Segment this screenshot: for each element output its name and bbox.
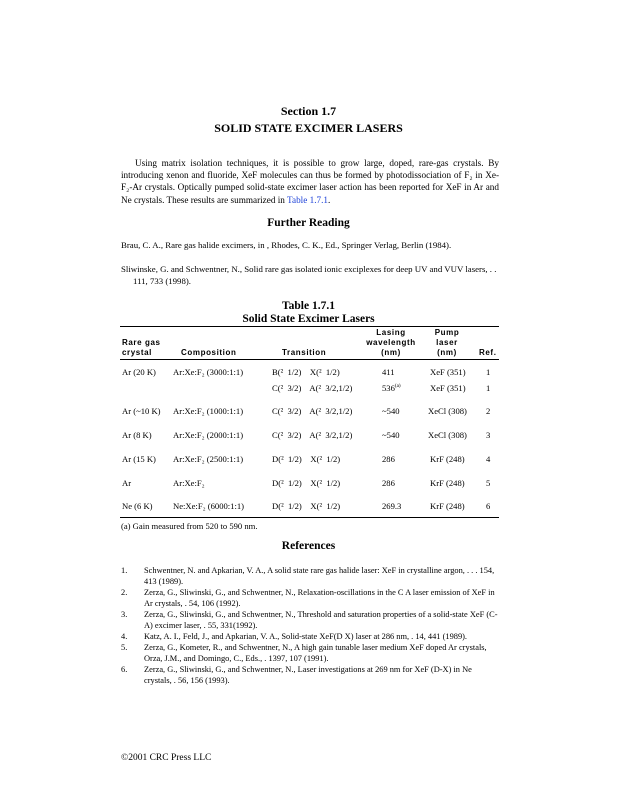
cell-crystal: Ne (6 K) [122,501,153,511]
cell-pump: XeF (351) [430,383,466,393]
cell-transition: D(² 1/2) X(² 1/2) [272,454,341,464]
cell-transition: C(² 3/2) A(² 3/2,1/2) [272,406,353,416]
table-number: Table 1.7.1 [282,300,335,312]
cell-wavelength: 536$^{(a)}$ [382,383,401,393]
cell-wavelength: ~540 [382,406,400,416]
table-link[interactable]: Table 1.7.1 [287,194,328,205]
cell-transition: D(² 1/2) X(² 1/2) [272,478,341,488]
cell-wavelength: ~540 [382,430,400,440]
header-ref: Ref. [479,348,497,357]
cell-crystal: Ar (15 K) [122,454,156,464]
cell-wavelength: 411 [382,367,395,377]
reference-item: 3. Zerza, G., Sliwinski, G., and Schwentner, N., Threshold and saturation properties of a solid-state XeF (C-A) excimer laser, . 55, 331(1992). [121,610,498,630]
table-footnote: (a) Gain measured from 520 to 590 nm. [121,521,258,531]
cell-pump: KrF (248) [430,501,465,511]
intro-paragraph [121,157,499,206]
cell-pump: KrF (248) [430,478,465,488]
further-reading-entry-2: Sliwinske, G. and Schwentner, N., Solid rare gas isolated ionic exciplexes for deep UV and VUV lasers, . . 111, 733 (1998). [121,264,497,286]
header-lasing-wavelength: Lasing wavelength (nm) [366,328,416,357]
cell-composition: Ar:Xe:F₂ (3000:1:1) [173,367,244,377]
header-pump-laser: Pump laser (nm) [434,328,460,357]
cell-pump: XeCl (308) [428,430,467,440]
intro-text: Using matrix isolation techniques, it is possible to grow large, doped, rare-gas crystals. By introducing xenon and fluoride, XeF molecules can thus be formed by photodissociation of F₂ in Xe-F₂-Ar crystals. Optically pumped solid-state excimer laser action has been reported for XeF in Ar and Ne crystals. These results are summarized in [121,158,499,205]
cell-ref: 2 [486,406,491,416]
table-bottom-rule [120,517,499,518]
cell-ref: 3 [486,430,491,440]
further-reading-entry-1: Brau, C. A., Rare gas halide excimers, in , Rhodes, C. K., Ed., Springer Verlag, Berlin (1984). [121,240,452,250]
cell-composition: Ar:Xe:F₂ (1000:1:1) [173,406,244,416]
cell-crystal: Ar (8 K) [122,430,152,440]
section-title: SOLID STATE EXCIMER LASERS [214,121,403,135]
intro-text-end: . [327,194,331,205]
cell-ref: 4 [486,454,491,464]
cell-wavelength: 286 [382,478,395,488]
table-header-rule [120,359,499,360]
cell-composition: Ar:Xe:F₂ (2500:1:1) [173,454,244,464]
cell-ref: 1 [486,367,491,377]
cell-crystal: Ar (~10 K) [122,406,161,416]
cell-composition: Ar:Xe:F₂ [173,478,205,488]
references-heading: References [281,540,336,552]
cell-transition: B(² 1/2) X(² 1/2) [272,367,340,377]
cell-crystal: Ar [122,478,132,488]
further-reading-heading: Further Reading [267,217,350,229]
cell-wavelength: 269.3 [382,501,402,511]
reference-item: 4. Katz, A. I., Feld, J., and Apkarian, V. A., Solid-state XeF(D X) laser at 286 nm, . 14, 441 (1989). [121,632,468,641]
reference-item: 6. Zerza, G., Sliwinski, G., and Schwentner, N., Laser investigations at 269 nm for XeF (D-X) in Ne crystals, . 56, 156 (1993). [121,665,472,685]
reference-item: 5. Zerza, G., Kometer, R., and Schwentner, N., A high gain tunable laser medium XeF doped Ar crystals, Orza, J.M., and Domingo, C., Eds., . 1397, 107 (1991). [121,643,487,663]
cell-ref: 1 [486,383,491,393]
header-transition: Transition [282,348,327,357]
cell-composition: Ar:Xe:F₂ (2000:1:1) [173,430,244,440]
header-composition: Composition [181,348,237,357]
cell-composition: Ne:Xe:F₂ (6000:1:1) [173,501,245,511]
cell-pump: KrF (248) [430,454,465,464]
reference-item: 1. Schwentner, N. and Apkarian, V. A., A solid state rare gas halide laser: XeF in crystalline argon, . . . 154, 413 (1989). [121,566,495,586]
cell-transition: C(² 3/2) A(² 3/2,1/2) [272,383,353,393]
table-top-rule [120,326,499,327]
cell-ref: 6 [486,501,491,511]
wavelength-footnote-marker: (a) [394,383,401,389]
reference-item: 2. Zerza, G., Sliwinski, G., and Schwentner, N., Relaxation-oscillations in the C A laser emission of XeF in Ar crystals, . 54, 106 (1992). [121,588,495,608]
section-number: Section 1.7 [280,104,337,118]
table-title: Solid State Excimer Lasers [242,313,375,325]
cell-wavelength: 286 [382,454,395,464]
copyright-footer: ©2001 CRC Press LLC [121,753,212,763]
cell-crystal: Ar (20 K) [122,367,156,377]
references-list [121,565,501,686]
cell-transition: C(² 3/2) A(² 3/2,1/2) [272,430,353,440]
cell-transition: D(² 1/2) X(² 1/2) [272,501,341,511]
header-rare-gas: Rare gas crystal [122,338,161,357]
cell-pump: XeCl (308) [428,406,467,416]
cell-pump: XeF (351) [430,367,466,377]
cell-ref: 5 [486,478,491,488]
